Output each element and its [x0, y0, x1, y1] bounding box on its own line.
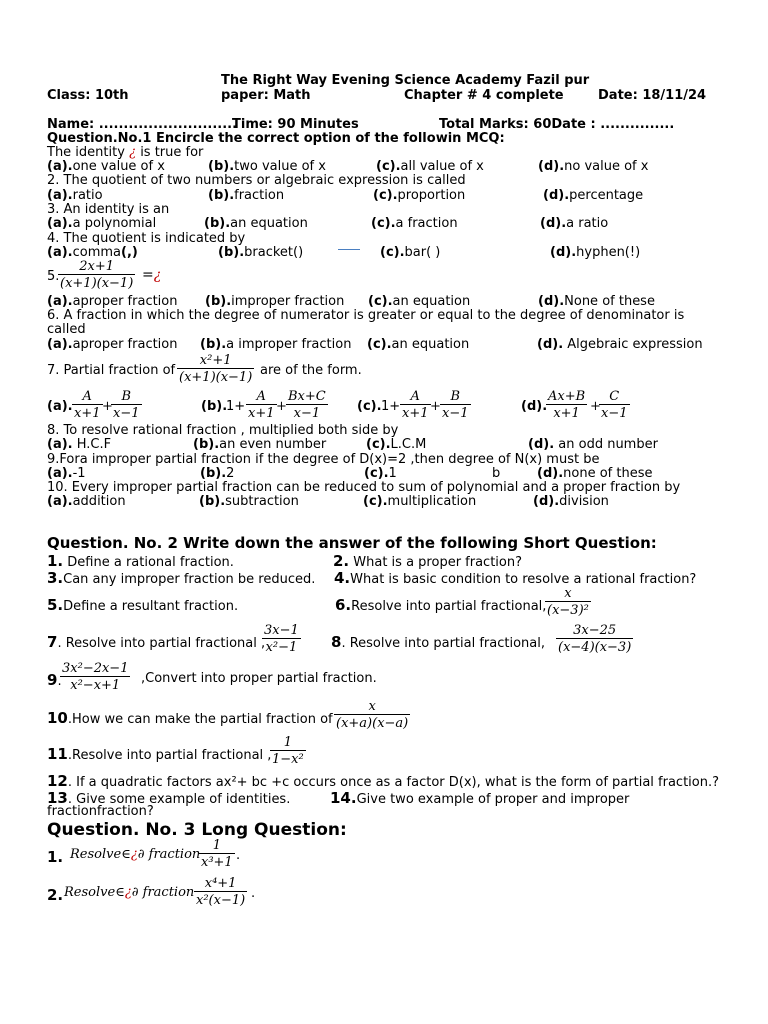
- sq-8-fraction: [556, 624, 633, 654]
- opt-key: (b).: [200, 337, 227, 352]
- opt-key: (c).: [368, 294, 393, 309]
- opt-text: -1: [72, 466, 86, 481]
- denominator: (x+a)(x−a): [336, 716, 409, 731]
- mcq-6-stem: 6. A fraction in which the degree of numerator is greater or equal to the degree of denominator is: [47, 308, 685, 323]
- opt-text: a improper fraction: [226, 337, 352, 352]
- mcq-8-option-a: [47, 438, 111, 452]
- opt-text: an equation: [391, 337, 470, 352]
- opt-bold-text: (,): [121, 245, 138, 260]
- q3-title: Question. No. 3 Long Question:: [47, 820, 347, 840]
- sq-num: 7: [47, 633, 58, 651]
- sq-5: [47, 597, 238, 614]
- opt-key: (a).: [47, 188, 73, 203]
- lq-2-fraction-word: ∂ fraction: [131, 885, 195, 900]
- mcq-5-fraction: [58, 260, 135, 290]
- sq-text: What is basic condition to resolve a rational fraction?: [350, 572, 697, 587]
- mcq-3-option-b: [204, 217, 308, 231]
- sq-4: [334, 570, 696, 587]
- lq-1-resolve: Resolve∈: [70, 847, 131, 862]
- sq-text: . Resolve into partial fractional ,: [57, 636, 266, 651]
- mcq-4-option-d: [550, 246, 640, 260]
- denominator: x³+1: [201, 855, 233, 870]
- opt-text: L.C.M: [390, 437, 427, 452]
- mcq-7-d-frac1: [546, 390, 587, 420]
- denominator: x+1: [402, 406, 429, 421]
- opt-text: addition: [72, 494, 126, 509]
- sq-7: [47, 634, 265, 651]
- denominator: x²(x−1): [196, 893, 246, 908]
- sq-num: 10: [47, 709, 68, 727]
- mcq-4-stem: 4. The quotient is indicated by: [47, 231, 246, 246]
- equals-sign: =: [142, 267, 154, 283]
- opt-key: (d).: [537, 337, 564, 352]
- lq-2-dot: .: [251, 886, 256, 901]
- opt-key: (d).: [550, 245, 577, 260]
- opt-text: a polynomial: [72, 216, 157, 231]
- sq-text: Define a rational fraction.: [63, 555, 234, 570]
- mcq-6-option-a: [47, 338, 178, 352]
- numerator: x: [564, 586, 572, 601]
- q2-title: Question. No. 2 Write down the answer of the following Short Question:: [47, 534, 657, 552]
- opt-key: (b).: [193, 437, 220, 452]
- mcq-10-option-a: [47, 495, 126, 509]
- opt-key: (c).: [373, 188, 398, 203]
- opt-key: (c).: [371, 216, 396, 231]
- mcq-7-option-a-key: (a).: [47, 399, 73, 414]
- numerator: A: [256, 389, 266, 404]
- numerator: A: [410, 389, 420, 404]
- mcq-7-b-frac2: [286, 390, 328, 420]
- opt-key: (c).: [380, 245, 405, 260]
- mcq-5-equals: [142, 268, 161, 283]
- opt-text: no value of x: [564, 159, 649, 174]
- opt-text: none of these: [563, 466, 653, 481]
- opt-text: multiplication: [387, 494, 477, 509]
- opt-key: (b).: [208, 159, 235, 174]
- opt-key: (a).: [47, 216, 73, 231]
- sq-14-cont: fractionfraction?: [47, 804, 154, 819]
- opt-key: (c).: [364, 466, 389, 481]
- numerator: x⁴+1: [204, 876, 237, 891]
- opt-text: one value of x: [72, 159, 165, 174]
- sq-num: 4.: [334, 569, 351, 587]
- sq-num: 14.: [330, 789, 357, 807]
- mcq-4-option-c: [380, 246, 440, 260]
- opt-text: Algebraic expression: [563, 337, 703, 352]
- opt-key: (a).: [47, 494, 73, 509]
- mcq-7-option-d-key: (d).: [521, 399, 548, 414]
- lq-1-glyph: ¿: [130, 847, 138, 862]
- lq-2-fraction: [194, 877, 247, 907]
- mcq-9-stray: b: [492, 466, 501, 481]
- denominator: x−1: [286, 404, 328, 420]
- mcq-2-option-b: [208, 189, 284, 203]
- sq-num: 1.: [47, 552, 64, 570]
- class-label: Class: 10th: [47, 88, 129, 103]
- opt-key: (c).: [363, 494, 388, 509]
- opt-key: (c).: [367, 337, 392, 352]
- opt-text: a ratio: [566, 216, 609, 231]
- opt-key: (b).: [218, 245, 245, 260]
- mcq-1-stem-tail: is true for: [140, 145, 204, 160]
- sq-2: [333, 553, 522, 570]
- numerator: B: [450, 389, 461, 404]
- mcq-10-stem: 10. Every improper partial fraction can be reduced to sum of polynomial and a proper fraction by: [47, 480, 681, 495]
- mcq-8-option-b: [193, 438, 326, 452]
- opt-key: (d).: [543, 188, 570, 203]
- opt-key: (c).: [366, 437, 391, 452]
- opt-text: H.C.F: [72, 437, 112, 452]
- mcq-3-option-a: [47, 217, 156, 231]
- mcq-9-stem: 9.Fora improper partial fraction if the degree of D(x)=2 ,then degree of N(x) must be: [47, 452, 600, 467]
- mcq-4-option-b: [218, 246, 303, 260]
- sq-9-fraction: [60, 662, 130, 692]
- opt-text: an equation: [392, 294, 471, 309]
- name-field: Name: ............................: [47, 117, 238, 132]
- lq-2-glyph: ¿: [124, 885, 132, 900]
- q1-title: Question.No.1 Encircle the correct option of the followin MCQ:: [47, 131, 505, 146]
- sq-num: 8: [331, 633, 342, 651]
- bar-line: [338, 249, 360, 250]
- opt-text: two value of x: [234, 159, 326, 174]
- opt-key: (d).: [540, 216, 567, 231]
- sq-10: [47, 710, 333, 727]
- mcq-1-glyph: ¿: [129, 145, 137, 160]
- sq-10-fraction: [334, 700, 410, 730]
- numerator: Ax+B: [548, 389, 586, 404]
- denominator: x−1: [113, 406, 140, 421]
- mcq-8-option-d: [528, 438, 658, 452]
- sq-11-fraction: [270, 736, 306, 766]
- sq-text: .How we can make the partial fraction of: [67, 712, 333, 727]
- op-plus: +: [102, 399, 113, 414]
- op-plus: +: [590, 399, 601, 414]
- mcq-10-option-d: [533, 495, 609, 509]
- mcq-3-option-c: [371, 217, 458, 231]
- mcq-10-option-c: [363, 495, 476, 509]
- opt-key: (d).: [538, 294, 565, 309]
- numerator: 1: [212, 838, 221, 853]
- sq-1: [47, 553, 234, 570]
- sq-text: .Resolve into partial fractional ,: [67, 748, 272, 763]
- date-label: Date: 18/11/24: [598, 88, 707, 103]
- sq-text: What is a proper fraction?: [349, 555, 523, 570]
- sq-6: [335, 597, 546, 614]
- mcq-6-option-b: [200, 338, 351, 352]
- denominator: (x+1)(x−1): [179, 370, 253, 385]
- lq-2-text: [64, 886, 194, 900]
- numerator: 3x²−2x−1: [62, 661, 129, 676]
- opt-key: (a).: [47, 337, 73, 352]
- denominator: x²−x+1: [60, 676, 130, 692]
- mcq-2-stem: 2. The quotient of two numbers or algebraic expression is called: [47, 173, 466, 188]
- sq-7-fraction: [262, 624, 301, 654]
- opt-key: (c).: [376, 159, 401, 174]
- opt-text: ratio: [72, 188, 103, 203]
- opt-text: an even number: [219, 437, 327, 452]
- mcq-8-stem: 8. To resolve rational fraction , multiplied both side by: [47, 423, 399, 438]
- mcq-10-option-b: [199, 495, 299, 509]
- mcq-2-option-d: [543, 189, 643, 203]
- sq-num: 11: [47, 745, 68, 763]
- opt-text: all value of x: [400, 159, 484, 174]
- denominator: x−1: [601, 406, 628, 421]
- numerator: Bx+C: [288, 389, 326, 404]
- sq-8: [331, 634, 545, 651]
- b-prefix: 1+: [226, 399, 246, 414]
- sq-num: 12: [47, 772, 68, 790]
- opt-key: (d).: [538, 159, 565, 174]
- sq-num: 6.: [335, 596, 352, 614]
- sq-9-dot: .: [57, 674, 62, 689]
- mcq-7-option-b-key: (b).: [201, 399, 228, 414]
- opt-text: aproper fraction: [72, 337, 178, 352]
- sq-14: [330, 790, 629, 807]
- academy-title: The Right Way Evening Science Academy Fazil pur: [221, 73, 590, 88]
- sq-text: Resolve into partial fractional,: [351, 599, 547, 614]
- op-plus: +: [430, 399, 441, 414]
- mcq-8-option-c: [366, 438, 426, 452]
- opt-text: an odd number: [554, 437, 658, 452]
- sq-num: 13: [47, 789, 68, 807]
- numerator: x: [368, 699, 376, 714]
- sq-num: 9: [47, 671, 58, 689]
- sq-text: Define a resultant fraction.: [63, 599, 239, 614]
- opt-key: (d).: [528, 437, 555, 452]
- numerator: 3x−25: [573, 623, 617, 638]
- sq-num: 2.: [333, 552, 350, 570]
- opt-key: (b).: [205, 294, 232, 309]
- mcq-6-stem-cont: called: [47, 322, 86, 337]
- numerator: 3x−1: [264, 623, 299, 638]
- opt-key: (a).: [47, 159, 73, 174]
- lq-1-fraction: [199, 839, 235, 869]
- opt-text: bar( ): [404, 245, 441, 260]
- opt-text: subtraction: [225, 494, 299, 509]
- denominator: 1−x²: [272, 752, 304, 767]
- mcq-7-d-frac2: [599, 390, 630, 420]
- opt-key: (a).: [47, 437, 73, 452]
- mcq-3-option-d: [540, 217, 608, 231]
- sq-12: [47, 773, 719, 790]
- opt-key: (b).: [208, 188, 235, 203]
- lq-1-num: [47, 849, 63, 866]
- opt-key: (d).: [537, 466, 564, 481]
- opt-text: an equation: [230, 216, 308, 231]
- opt-text: None of these: [564, 294, 655, 309]
- opt-key: (b).: [200, 466, 227, 481]
- sq-text: Give two example of proper and improper: [356, 792, 630, 807]
- mcq-7-c-frac1: [400, 390, 431, 420]
- mcq-6-option-c: [367, 338, 469, 352]
- numerator: A: [82, 389, 92, 404]
- opt-text: percentage: [569, 188, 644, 203]
- sq-text: . If a quadratic factors ax²+ bc +c occurs once as a factor D(x), what is the form of partial fraction.?: [67, 775, 719, 790]
- lq-2-resolve: Resolve∈: [64, 885, 125, 900]
- c-prefix: 1+: [381, 399, 401, 414]
- opt-text: 2: [226, 466, 235, 481]
- total-marks-text: Total Marks: 60: [439, 117, 552, 132]
- opt-text: aproper fraction: [72, 294, 178, 309]
- mcq-6-option-d: [537, 338, 703, 352]
- lq-2-num: [47, 887, 63, 904]
- opt-key: (a).: [47, 466, 73, 481]
- sq-3: [47, 570, 315, 587]
- opt-text: improper fraction: [231, 294, 345, 309]
- mcq-7-tail: are of the form.: [260, 363, 362, 378]
- opt-key: (b).: [204, 216, 231, 231]
- opt-text: bracket(): [244, 245, 304, 260]
- mcq-1-stem-text: The identity: [47, 145, 125, 160]
- numerator: x²+1: [199, 353, 232, 368]
- numerator: B: [121, 389, 132, 404]
- paper-label: paper: Math: [221, 88, 311, 103]
- mcq-7-stem: 7. Partial fraction of: [47, 363, 176, 378]
- date-blank: Date : ...............: [551, 117, 675, 132]
- opt-text: comma: [72, 245, 121, 260]
- opt-text: a fraction: [395, 216, 458, 231]
- mcq-1-option-d: [538, 160, 648, 174]
- numerator: C: [609, 389, 620, 404]
- sq-text: . Give some example of identities.: [67, 792, 291, 807]
- opt-key: (a).: [47, 245, 73, 260]
- numerator: 1: [283, 735, 292, 750]
- mcq-3-stem: 3. An identity is an: [47, 202, 170, 217]
- mcq-7-b-frac1: [246, 390, 277, 420]
- denominator: x+1: [74, 406, 101, 421]
- lq-1-text: [70, 848, 200, 862]
- lq-num: 1.: [47, 848, 64, 866]
- lq-1-dot: .: [236, 848, 241, 863]
- denominator: (x−4)(x−3): [558, 640, 632, 655]
- opt-text: proportion: [397, 188, 466, 203]
- denominator: x+1: [248, 406, 275, 421]
- op-plus: +: [276, 399, 287, 414]
- mcq-7-a-frac1: [72, 390, 103, 420]
- denominator: (x−3)²: [547, 603, 589, 618]
- mcq-2-option-c: [373, 189, 465, 203]
- sq-text: . Resolve into partial fractional,: [341, 636, 545, 651]
- opt-key: (d).: [533, 494, 560, 509]
- mcq-7-option-c-key: (c).: [357, 399, 382, 414]
- sq-9-text: ,Convert into proper partial fraction.: [141, 671, 377, 686]
- opt-key: (a).: [47, 294, 73, 309]
- chapter-label: Chapter # 4 complete: [404, 88, 564, 103]
- sq-text: Can any improper fraction be reduced.: [63, 572, 316, 587]
- denominator: x²−1: [262, 638, 301, 654]
- mcq-7-fraction: [177, 354, 254, 384]
- numerator: 2x+1: [79, 259, 115, 274]
- mcq-5-stem: 5.: [47, 269, 60, 284]
- opt-text: fraction: [234, 188, 285, 203]
- denominator: x+1: [546, 404, 587, 420]
- lq-1-fraction-word: ∂ fraction: [137, 847, 201, 862]
- opt-key: (b).: [199, 494, 226, 509]
- time-label: Time: 90 Minutes: [232, 117, 359, 132]
- lq-num: 2.: [47, 886, 64, 904]
- sq-6-fraction: [545, 587, 591, 617]
- denominator: x−1: [442, 406, 469, 421]
- denominator: (x+1)(x−1): [60, 276, 134, 291]
- opt-text: hyphen(!): [576, 245, 641, 260]
- mcq-5-glyph: ¿: [153, 267, 162, 283]
- sq-11: [47, 746, 271, 763]
- mcq-7-c-frac2: [440, 390, 471, 420]
- opt-text: 1: [388, 466, 397, 481]
- sq-num: 5.: [47, 596, 64, 614]
- mcq-7-a-frac2: [111, 390, 142, 420]
- opt-text: division: [559, 494, 609, 509]
- sq-num: 3.: [47, 569, 64, 587]
